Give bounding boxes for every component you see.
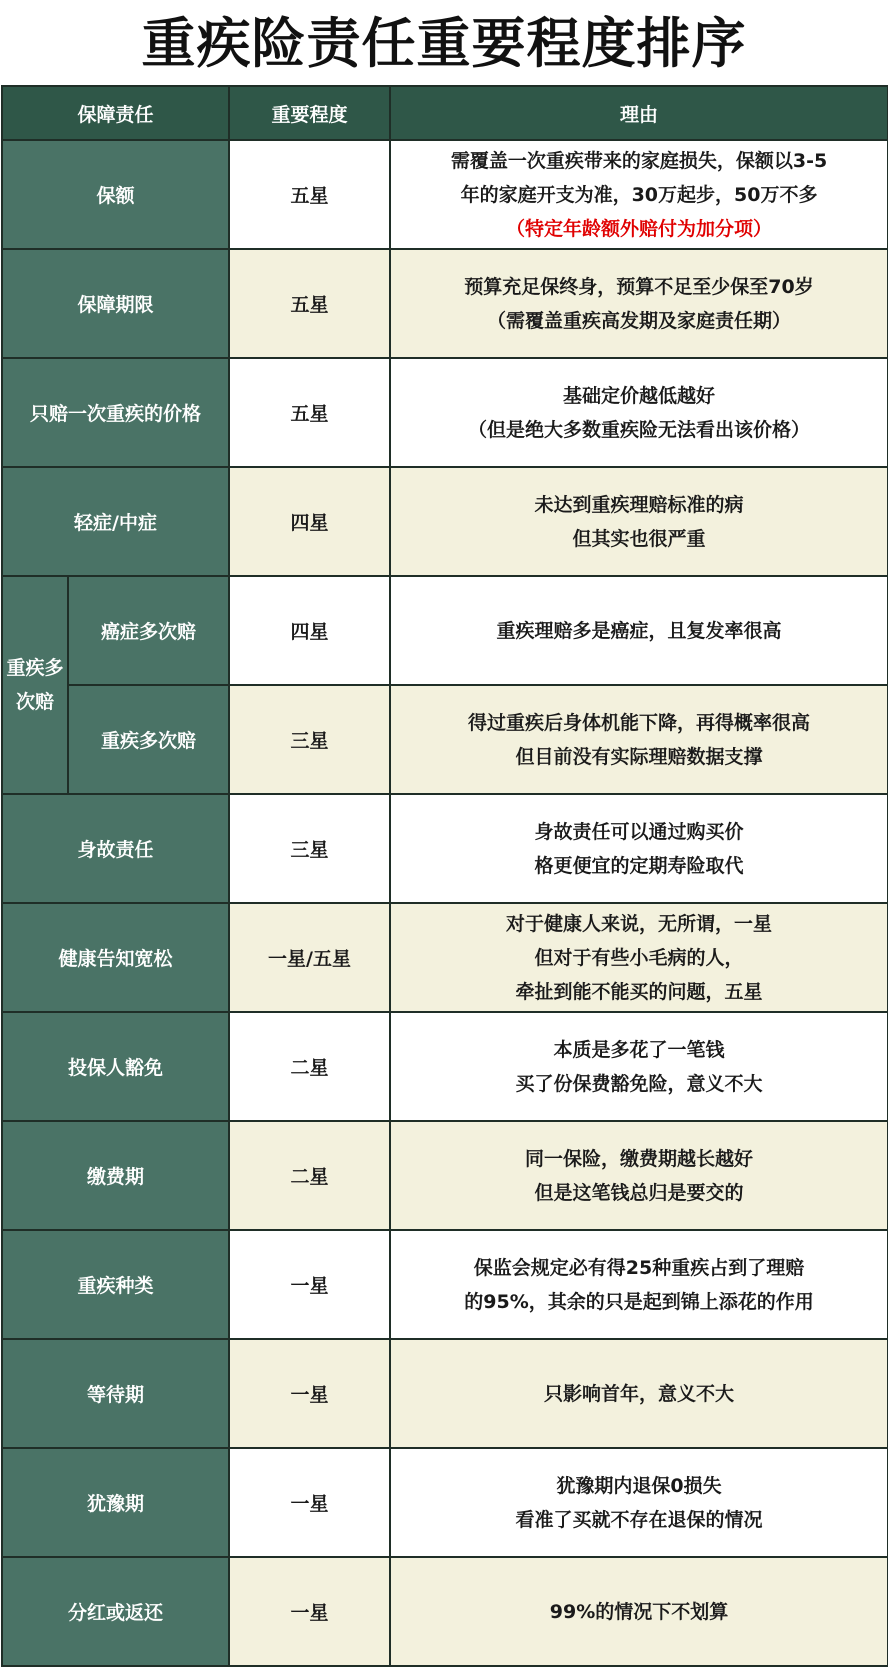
reason-cell — [390, 1121, 888, 1230]
reason-line: 保监会规定必有得25种重疾占到了理赔 — [473, 1256, 805, 1279]
coverage-item-cell: 投保人豁免 — [2, 1012, 229, 1121]
reason-cell — [390, 1012, 888, 1121]
reason-cell — [390, 249, 888, 358]
reason-line: 买了份保费豁免险，意义不大 — [515, 1072, 763, 1095]
reason-line: 但对于有些小毛病的人， — [534, 946, 744, 969]
reason-cell — [390, 794, 888, 903]
importance-cell: 五星 — [229, 249, 390, 358]
coverage-group-label: 重疾多次赔 — [6, 657, 64, 713]
coverage-item-cell: 等待期 — [2, 1339, 229, 1448]
coverage-item-cell: 重疾种类 — [2, 1230, 229, 1339]
table-row — [2, 358, 888, 467]
table-row — [2, 1339, 888, 1448]
reason-line: 对于健康人来说，无所谓，一星 — [506, 912, 773, 935]
table-row — [2, 1448, 888, 1557]
table-row — [2, 903, 888, 1012]
importance-cell: 三星 — [229, 794, 390, 903]
reason-cell — [390, 903, 888, 1012]
coverage-group-cell — [2, 576, 68, 794]
table-row — [2, 685, 888, 794]
reason-line: 犹豫期内退保0损失 — [556, 1474, 722, 1497]
importance-cell: 二星 — [229, 1012, 390, 1121]
importance-cell: 一星 — [229, 1339, 390, 1448]
reason-cell — [390, 576, 888, 685]
reason-line: 但是这笔钱总归是要交的 — [534, 1181, 744, 1204]
reason-cell — [390, 1339, 888, 1448]
reason-line: 牵扯到能不能买的问题，五星 — [515, 980, 763, 1003]
table-row — [2, 249, 888, 358]
coverage-item-cell: 癌症多次赔 — [68, 576, 229, 685]
reason-line: 但目前没有实际理赔数据支撑 — [515, 745, 763, 768]
table-header-row — [2, 86, 888, 140]
reason-line: 得过重疾后身体机能下降，再得概率很高 — [468, 711, 811, 734]
reason-line: 的95%，其余的只是起到锦上添花的作用 — [464, 1290, 814, 1313]
table-row — [2, 1121, 888, 1230]
coverage-item-cell: 保障期限 — [2, 249, 229, 358]
coverage-item-cell: 轻症/中症 — [2, 467, 229, 576]
importance-cell: 四星 — [229, 467, 390, 576]
table-row — [2, 794, 888, 903]
header-reason: 理由 — [390, 86, 888, 140]
reason-cell — [390, 1230, 888, 1339]
reason-line: （需覆盖重疾高发期及家庭责任期） — [487, 309, 792, 332]
coverage-item-cell: 缴费期 — [2, 1121, 229, 1230]
reason-line: 看准了买就不存在退保的情况 — [515, 1508, 763, 1531]
table-row — [2, 576, 888, 685]
coverage-item-cell: 重疾多次赔 — [68, 685, 229, 794]
coverage-item-cell: 保额 — [2, 140, 229, 249]
reason-line: 格更便宜的定期寿险取代 — [534, 854, 744, 877]
reason-cell — [390, 467, 888, 576]
coverage-item-cell: 健康告知宽松 — [2, 903, 229, 1012]
importance-cell: 三星 — [229, 685, 390, 794]
header-coverage: 保障责任 — [2, 86, 229, 140]
importance-cell: 二星 — [229, 1121, 390, 1230]
table-row — [2, 1230, 888, 1339]
importance-cell: 五星 — [229, 358, 390, 467]
reason-line: 本质是多花了一笔钱 — [553, 1038, 725, 1061]
reason-line: 99%的情况下不划算 — [549, 1600, 729, 1623]
reason-line: 但其实也很严重 — [572, 527, 706, 550]
reason-line: 需覆盖一次重疾带来的家庭损失，保额以3-5 — [450, 149, 828, 172]
reason-line: 年的家庭开支为准，30万起步，50万不多 — [460, 183, 818, 206]
importance-cell: 四星 — [229, 576, 390, 685]
coverage-item-cell: 犹豫期 — [2, 1448, 229, 1557]
coverage-item-cell: 分红或返还 — [2, 1557, 229, 1666]
coverage-item-cell: 身故责任 — [2, 794, 229, 903]
header-importance: 重要程度 — [229, 86, 390, 140]
table-row — [2, 1557, 888, 1666]
importance-cell: 一星 — [229, 1230, 390, 1339]
page-title: 重疾险责任重要程度排序 — [141, 12, 747, 75]
reason-line: 只影响首年，意义不大 — [544, 1382, 735, 1405]
importance-cell: 一星/五星 — [229, 903, 390, 1012]
importance-cell: 一星 — [229, 1557, 390, 1666]
reason-line: 同一保险，缴费期越长越好 — [525, 1147, 754, 1170]
table-row — [2, 1012, 888, 1121]
coverage-item-cell: 只赔一次重疾的价格 — [2, 358, 229, 467]
reason-cell — [390, 358, 888, 467]
reason-line: 重疾理赔多是癌症，且复发率很高 — [496, 619, 782, 642]
importance-cell: 一星 — [229, 1448, 390, 1557]
reason-line: 基础定价越低越好 — [563, 384, 716, 407]
reason-cell — [390, 685, 888, 794]
coverage-importance-table — [1, 85, 888, 1667]
importance-cell: 五星 — [229, 140, 390, 249]
reason-line: 未达到重疾理赔标准的病 — [534, 493, 744, 516]
reason-line: （但是绝大多数重疾险无法看出该价格） — [468, 418, 811, 441]
reason-cell — [390, 1557, 888, 1666]
reason-cell — [390, 140, 888, 249]
bonus-note-line: （特定年龄额外赔付为加分项） — [506, 217, 773, 240]
reason-line: 身故责任可以通过购买价 — [534, 820, 744, 843]
reason-cell — [390, 1448, 888, 1557]
reason-line: 预算充足保终身，预算不足至少保至70岁 — [464, 275, 814, 298]
table-row — [2, 467, 888, 576]
table-row — [2, 140, 888, 249]
